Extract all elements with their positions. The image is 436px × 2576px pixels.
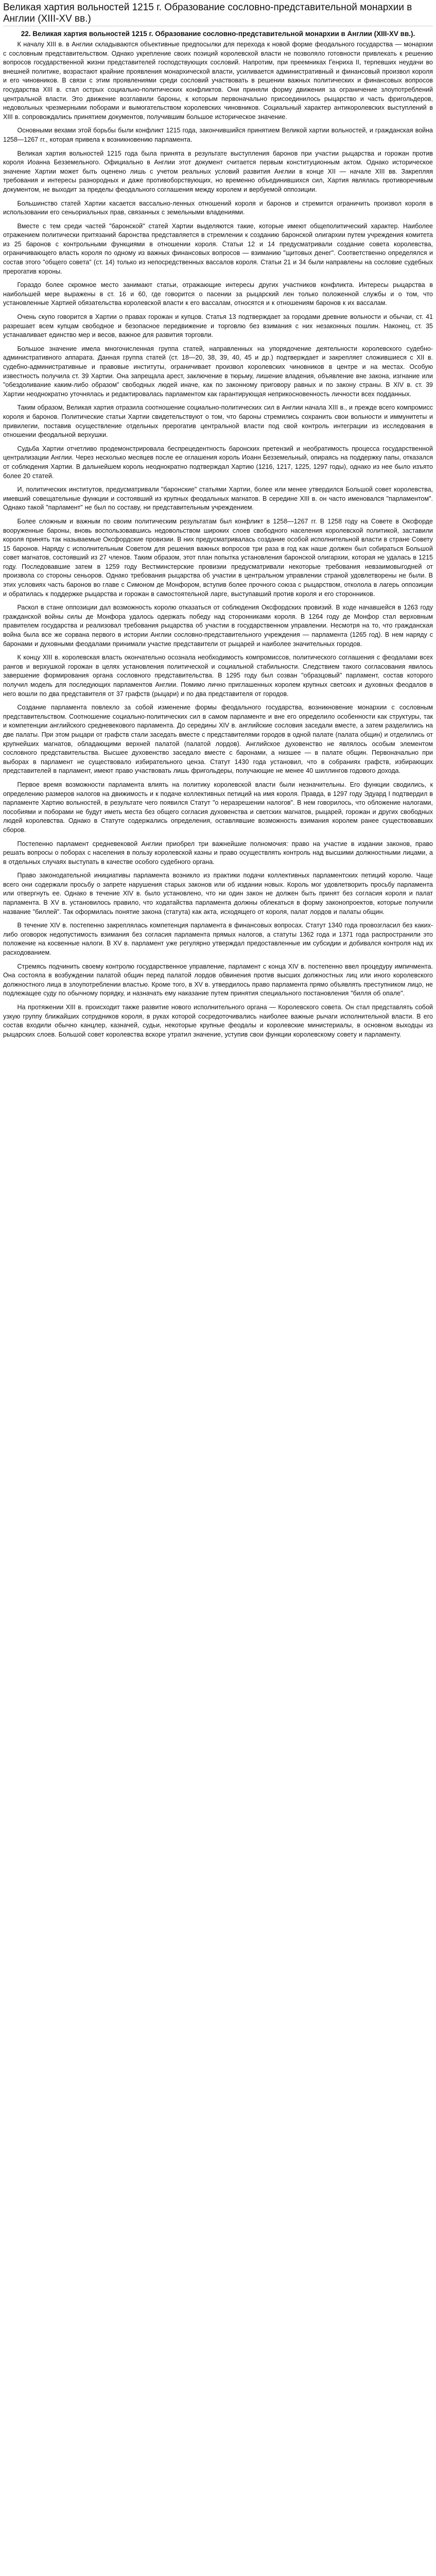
paragraph: Гораздо более скромное место занимают статьи, отражающие интересы других участников конфликта. Интересы рыцарства в наибольшей мере выражены в ст. 16 и 60, где говорится о пасении за рыцарский лен только положенной службы и о том, что установленные Хартией обязательства королевской власти к его вассалам, относятся и к отношениям баронов к их вассалам. <box>3 281 433 307</box>
paragraph: Вместе с тем среди частей "баронской" статей Хартии выделяются такие, которые имеют общеполитический характер. Наиболее отражением политически притязаний баронства представляется в стремлении к созданию баронской олигархии путем учреждения комитета из 25 баронов с контрольными функциями в отношении короля. Статьи 12 и 14 предусматривали создание совета королевства, ограничивающего власть короля по одному из важных финансовых вопросов — взиманию "щитовых денег". Соответственно определялся и состав этого "общего совета" (ст. 14) только из непосредственных вассалов короля. Статьи 21 и 34 были направлены на сословие судебных прерогатив короны. <box>3 222 433 275</box>
paragraph: Очень скупо говорится в Хартии о правах горожан и купцов. Статья 13 подтверждает за городами древние вольности и обычаи, ст. 41 разрешает всем купцам свободное и безопасное передвижение и торговлю без взимания с них незаконных пошлин. Наконец, ст. 35 устанавливает единство мер и весов, важное для развития торговли. <box>3 313 433 339</box>
document-page <box>0 0 436 1049</box>
paragraph: Первое время возможности парламента влиять на политику королевской власти были незначительны. Его функции сводились, к определению размеров налогов на движимость и к подаче коллективных петиций на имя короля. Правда, в 1297 году Эдуард I подтвердил в парламенте Хартию вольностей, в результате чего появился Статут "о неразрешении налогов". В нем говорилось, что обложение налогами, пособиями и поборами не будут иметь места без общего согласия духовенства и светских магнатов, рыцарей, горожан и других свободных людей королевства. Однако в Статуте содержались определения, оставлявшие возможность взимания королем ранее существовавших сборов. <box>3 781 433 834</box>
paragraph: В течение XIV в. постепенно закреплялась компетенция парламента в финансовых вопросах. Статут 1340 года провозгласил без каких-либо оговорок недопустимость взимания без согласия парламента прямых налогов, а статуты 1362 года и 1371 года распространили это положение на косвенные налоги. В XV в. парламент уже регулярно утверждал предоставленные им субсидии и добивался контроля над их расходованием. <box>3 922 433 957</box>
paragraph: На протяжении XIII в. происходит также развитие нового исполнительного органа — Королевского совета. Он стал представлять собой узкую группу ближайших сотрудников короля, в руках которой сосредоточивались наиболее важные рычаги исполнительной власти. В его состав входили обычно канцлер, казначей, судьи, некоторые крупные феодалы и королевские министериалы, в основном выходцы из рыцарских слоев. Большой совет королевства вскоре утратил значение, уступив свои функции королевскому совету и парламенту. <box>3 1004 433 1038</box>
paragraph: Стремясь подчинить своему контролю государственное управление, парламент с конца XIV в. постепенно ввел процедуру импичмента. Она состояла в возбуждении палатой общин перед палатой лордов обвинения против высших должностных лиц или иного королевского должностного лица в злоупотреблении властью. Кроме того, в XV в. утвердилось право парламента прямо объявлять преступником лицо, не подлежащее суду по обычному порядку, и назначать ему наказание путем принятия специального постановления "билля об опале". <box>3 962 433 997</box>
paragraph: Судьба Хартии отчетливо продемонстрировала беспрецедентность баронских претензий и необратимость процесса государственной централизации Англии. Через несколько месяцев после ее оглашения король Иоанн Безземельный, опираясь на поддержку папы, отказался от соблюдения Хартии. В дальнейшем король неоднократно подтверждал Хартию (1216, 1217, 1225, 1297 годы), однако из нее было изъято более 20 статей. <box>3 445 433 480</box>
paragraph: Право законодательной инициативы парламента возникло из практики подачи коллективных парламентских петиций королю. Чаще всего они содержали просьбу о запрете нарушения старых законов или об издании новых. Король мог удовлетворить просьбу парламента или отвергнуть ее. Однако в течение XIV в. было установлено, что ни один закон не должен быть принят без согласия короля и палат парламента. В XV в. установилось правило, что ходатайства парламента должны облекаться в форму законопроектов, которые получили название "биллей". Так оформилась понятие закона (статута) как акта, исходящего от короля, палат лордов и палаты общин. <box>3 872 433 916</box>
paragraph: Основными вехами этой борьбы были конфликт 1215 года, закончившийся принятием Великой хартии вольностей, и гражданская война 1258—1267 гг., которая привела к возникновению парламента. <box>3 127 433 143</box>
paragraph: Великая хартия вольностей 1215 года была принята в результате выступления баронов при участии рыцарства и горожан против короля Иоанна Безземельного. Официально в Англии этот документ считается первым конституционным актом. Однако историческое значение Хартии может быть оценено лишь с учетом реальных условий развития Англии в конце XII — начале XIII вв. Закрепляя требования и интересы разнородных и даже противоборствующих, но временно объединившихся сил, Хартия являлась противоречивым документом, не выходит за пределы феодального соглашения между королем и вербуемой оппозиции. <box>3 149 433 193</box>
paragraph: Раскол в стане оппозиции дал возможность королю отказаться от соблюдения Оксфордских провизий. В ходе начавшейся в 1263 году гражданской войны силы де Монфора удалось одержать победу над сторонниками короля. В 1264 году де Монфор стал верховным правителем государства и реализовал требования рыцарства об участии в государственном управлении. Несмотря на то, что гражданская война была все же сорвана первого в истории Англии сословно-представительного учреждения — парламента (1265 год). В нем наряду с баронами и духовными феодалами принимали участие представители от рыцарей и наиболее значительных городов. <box>3 604 433 648</box>
paragraph: К началу XIII в. в Англии складываются объективные предпосылки для перехода к новой форме феодального государства — монархии с сословным представительством. Однако укрепление своих позиций королевской власти не позволяло готовности привлекать к решению вопросов государственной жизни представителей господствующих сословий. Напротим, при преемниках Генриха II, терпевших неудачи во внешней политике, возрастают крайние проявления монархической власти, усиливается административный и финансовый произвол короля и его чиновников. В связи с этим проявлениями среди сословий участвовать в решении важных политических и финансовых вопросов государства XIII в. стал острых социально-политических конфликтов. Они приняли форму движения за ограничение злоупотреблений центральной власти. Это движение возглавили бароны, к которым первоначально присоединилось рыцарство и часть фригольдеров, недовольных чрезмерными поборами и вымогательством королевских чиновников. Социальный характер антикоролевских выступлений в XIII в. сопровождались принятием документов, получившим большое историческое значение. <box>3 41 433 121</box>
document-title: Великая хартия вольностей 1215 г. Образование сословно-представительной монархии в Англии (XIII-XV вв.) <box>3 2 433 26</box>
paragraph: Более сложным и важным по своим политическим результатам был конфликт в 1258—1267 гг. В 1258 году на Совете в Оксфорде вооруженные бароны, вновь воспользовавшись недовольством широких слоев свободного населения королевской политикой, заставили короля принять так называемые Оксфордские провизии. В них предусматривалась создание особой исполнительной власти в стране Совету 15 баронов. Наряду с исполнительным Советом для решения важных вопросов три раза в год как наше должен был собираться Большой совет магнатов, состоявший из 27 членов. Таким образом, этот план попытка установления баронской олигархии, которая не удалась в 1215 году. Последовавшие затем в 1259 году Вестминстерские провизии предусматривали некоторые требования невзаимовыгодней от произвола со стороны сеньоров. Однако требования рыцарства об участии в центральном управлении страной удовлетворены не были. В этих условиях часть баронов во главе с Симоном де Монфором, вступив более прочного союза с рыцарством, отколола в лагерь оппозиции и обратилась к поддержке рыцарства и горожан в самостоятельной ларге, выступавший против короля и его сторонников. <box>3 517 433 598</box>
paragraph: И, политических институтов, предусматривали "баронские" статьями Хартии, более или менее утвердился Большой совет королевства, имевший совещательные функции и состоявший из крупных феодальных магнатов. В середине XIII в. он часто именовался "парламентом". Однако такой "парламент" не был по составу, ни представительным учреждением. <box>3 486 433 512</box>
paragraph: Постепенно парламент средневековой Англии приобрел три важнейшие полномочия: право на участие в издании законов, право решать вопросы о поборах с населения в пользу королевской казны и право осуществлять контроль над высшими должностными лицами, а в отдельных случаях выступать в качестве особого судебного органа. <box>3 840 433 866</box>
paragraph: Большинство статей Хартии касается вассально-ленных отношений короля и баронов и стремится ограничить произвол короля в использовании его сеньориальных прав, связанных с земельными владениями. <box>3 199 433 216</box>
paragraph: Создание парламента повлекло за собой изменение формы феодального государства, возникновение монархии с сословным представительством. Соотношение социально-политических сил в самом парламенте и вне его определило особенности как структуры, так и компетенции английского средневекового парламента. До середины XIV в. английские сословия заседали вместе, а затем разделились на две палаты. При этом рыцари от графств стали заседать вместе с представителями городов в одной палате (палата общин) и отделились от крупнейших магнатов, обладающими верхней палатой (палатой лордов). Английское духовенство не являлось особым элементом сословного представительства. Высшее духовенство заседало вместе с баронами, а низшее — в палате общин. Первоначально при выборах в парламент не существовало избирательного ценза. Статут 1430 года установил, что в собраниях графств, избирающих представителей в парламент, имеют право участвовать лишь фригольдеры, получающие не менее 40 шиллингов годового дохода. <box>3 704 433 775</box>
paragraph: К концу XIII в. королевская власть окончательно осознала необходимость компромиссов, политического соглашения с феодалами всех рангов и верхушкой горожан в целях установления политической и социальной стабильности. Следствием такого согласования явилось завершение формирования органа сословного представительства. В 1295 году был созван "образцовый" парламент, состав которого получил модель для последующих парламентов Англии. Помимо лично приглашенных королем крупных светских и духовных феодалов в него вошли по два представителя от 37 графств (рыцари) и по два представителя от городов. <box>3 654 433 698</box>
section-heading: 22. Великая хартия вольностей 1215 г. Образование сословно-представительной монархии в Англии (XIII-XV вв.). <box>21 30 415 38</box>
document-body <box>3 40 433 1039</box>
paragraph: Таким образом, Великая хартия отразила соотношение социально-политических сил в Англии начала XIII в., и прежде всего компромисс короля и баронов. Политические статьи Хартии свидетельствуют о том, что бароны стремились сохранить свои вольности и иммунитеты и привилегии, поставив осуществление отдельных прерогатив центральной власти под свой контроль интеграции из исследования в отношении феодальной верхушки. <box>3 404 433 439</box>
paragraph: Большое значение имела многочисленная группа статей, направленных на упорядочение деятельности королевского судебно-административного аппарата. Данная группа статей (ст. 18—20, 38, 39, 40, 45 и др.) подтверждает и закрепляет сложившиеся с XII в. судебно-административные и правовые институты, ограничивает произвол королевских чиновников в центре и на местах. Особую известность получила ст. 39 Хартии. Она запрещала арест, заключение в тюрьму, лишение владения, объявление вне закона, изгнание или "обездоливание каким-либо образом" свободных людей иначе, как по законному приговору равных и по закону страны. В XIV в. ст. 39 Хартии неоднократно уточнялась и редактировалась парламентом как гарантирующая неприкосновенность личности всех подданных. <box>3 345 433 398</box>
